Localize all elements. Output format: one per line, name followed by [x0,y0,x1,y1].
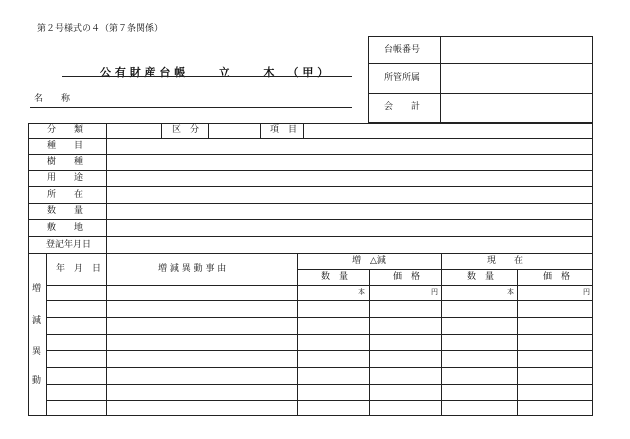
shozai-label: 所 在 [47,190,84,200]
registration-date-field[interactable] [107,237,592,253]
history-row[interactable] [47,351,592,367]
youto-label: 用 途 [47,173,84,183]
shumoku-label: 種 目 [47,141,84,151]
youto-field[interactable] [107,171,592,186]
history-row[interactable] [47,318,592,334]
kubun-label: 区 分 [172,125,200,135]
registration-date-label: 登記年月日 [46,240,92,250]
subheader-line [297,269,593,270]
ledger-number-field[interactable] [441,37,592,63]
koumoku-label: 項 目 [270,125,298,135]
current-header: 現 在 [487,256,524,266]
managing-department-label: 所管所属 [384,73,421,83]
title-underline [62,76,352,77]
side-label-dou: 動 [32,376,42,386]
current-unit-count: 本 [507,288,514,296]
shikichi-field[interactable] [107,220,592,236]
increase-decrease-header: 増 △減 [352,256,386,266]
kubun-field[interactable] [209,124,260,138]
history-row[interactable] [47,286,592,300]
koumoku-field[interactable] [304,124,592,138]
name-label: 名 称 [34,94,71,104]
suuryou-label: 数 量 [47,206,84,216]
history-row[interactable] [47,401,592,415]
accounting-field[interactable] [441,94,592,122]
bunrui-label: 分 類 [47,125,84,135]
shozai-field[interactable] [107,187,592,203]
page-title: 公有財産台帳 立 木 （甲） [100,66,333,79]
history-row[interactable] [47,368,592,384]
row-line [28,253,593,254]
accounting-label: 会 計 [384,102,421,112]
reason-header: 増 減 異 動 事 由 [158,264,227,274]
kubun-left-divider [161,123,162,138]
current-price-header: 価 格 [543,272,571,282]
current-quantity-header: 数 量 [467,272,495,282]
inc-unit-yen: 円 [431,288,438,296]
jushu-label: 樹 種 [47,157,84,167]
side-label-gen: 減 [32,316,42,326]
ledger-number-label: 台帳番号 [384,45,421,55]
form-number: 第２号様式の４（第７条関係） [37,24,164,34]
current-unit-yen: 円 [583,288,590,296]
history-row[interactable] [47,385,592,400]
name-underline [30,107,352,108]
history-row[interactable] [47,301,592,317]
bunrui-field[interactable] [107,124,161,138]
koumoku-left-divider [260,123,261,138]
inc-price-header: 価 格 [393,272,421,282]
shikichi-label: 敷 地 [47,223,84,233]
side-label-i: 異 [32,347,42,357]
inc-quantity-header: 数 量 [321,272,349,282]
jushu-field[interactable] [107,155,592,170]
side-label-zou: 増 [32,284,42,294]
suuryou-field[interactable] [107,204,592,219]
history-row[interactable] [47,335,592,350]
inc-unit-count: 本 [358,288,365,296]
date-header: 年 月 日 [56,264,102,274]
managing-department-field[interactable] [441,64,592,93]
shumoku-field[interactable] [107,139,592,154]
